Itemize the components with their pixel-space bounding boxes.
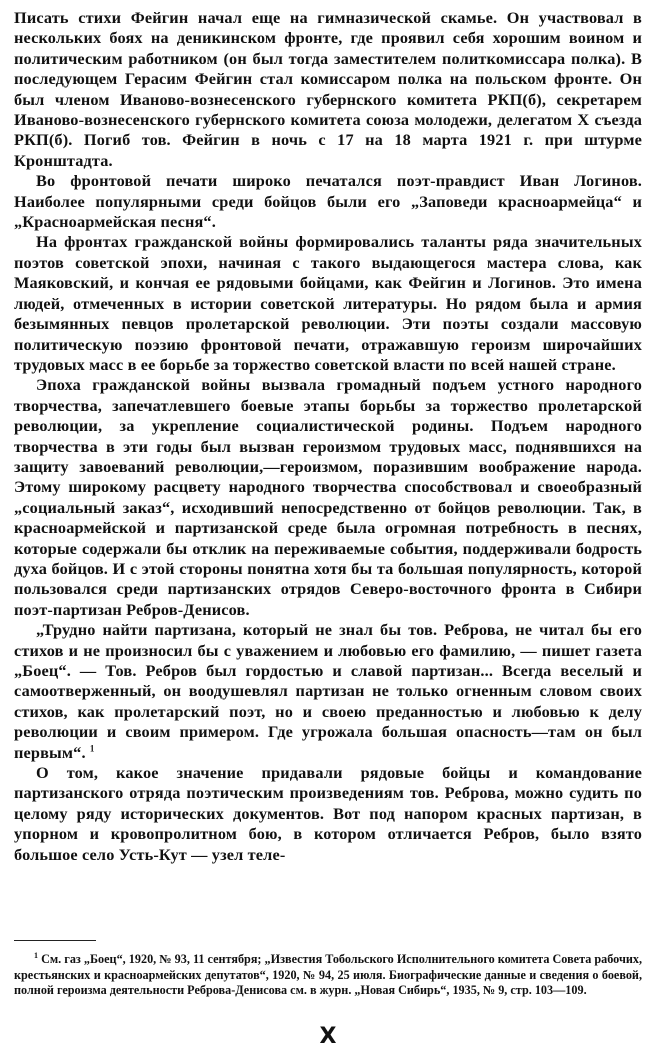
book-page xyxy=(14,8,642,1052)
footnote-ref: 1 xyxy=(89,743,95,754)
paragraph-2: Во фронтовой печати широко печатался поэт-правдист Иван Логинов. Наиболее популярными среди бойцов были его „Заповеди красноармейца“ и „Красноармейская песня“. xyxy=(14,171,642,232)
paragraph-4: Эпоха гражданской войны вызвала громадный подъем устного народного творчества, запечатлевшего боевые этапы борьбы за торжество пролетарской революции, за укрепление социалистической родины. Подъем народного творчества в эти годы был вызван героизмом трудовых масс, поднявшихся на защиту завоеваний революции,—героизмом, поразившим воображение народа. Этому широкому расцвету народного творчества способствовал и своеобразный „социальный заказ“, исходивший непосредственно от бойцов революции. Так, в красноармейской и партизанской среде была огромная потребность в песнях, которые содержали бы отклик на переживаемые события, поддерживали бодрость духа бойцов. И с этой стороны понятна хотя бы та большая популярность, которой пользовался среди партизанских отрядов Северо-восточного фронта в Сибири поэт-партизан Ребров-Денисов. xyxy=(14,375,642,619)
quote-text: „Трудно найти партизана, который не знал бы тов. Реброва, не читал бы его стихов и не произносил бы с уважением и любовью его фамилию, — пишет газета „Боец“. — Тов. Ребров был гордостью и славой партизан... Всегда веселый и самоотверженный, он воодушевлял партизан не только огненным словом своих стихов, как пролетарский поэт, но и своею преданностью и любовью к делу революции и своим примером. Где угрожала большая опасность—там он был первым“. xyxy=(14,620,642,762)
footnote-text: См. газ „Боец“, 1920, № 93, 11 сентября; „Известия Тобольского Исполнительного комитета Совета рабочих, крестьянских и красноармейских депутатов“, 1920, № 94, 25 июля. Биографические данные и сведения о боевой, полной героизма деятельности Реброва-Денисова см. в журн. „Новая Сибирь“, 1935, № 9, стр. 103—109. xyxy=(14,952,642,998)
page-number: X xyxy=(319,1024,337,1049)
footnote-divider xyxy=(14,940,96,941)
paragraph-6: О том, какое значение придавали рядовые бойцы и командование партизанского отряда поэтическим произведениям тов. Реброва, можно судить по целому ряду исторических документов. Вот под напором красных партизан, в упорном и кровопролитном бою, в котором отличается Ребров, было взято большое село Усть-Кут — узел теле- xyxy=(14,763,642,864)
paragraph-5-quote xyxy=(14,620,642,763)
footnote-marker: 1 xyxy=(34,951,38,960)
paragraph-3: На фронтах гражданской войны формировались таланты ряда значительных поэтов советской эпохи, начиная с такого выдающегося мастера слова, как Маяковский, и кончая ее рядовыми бойцами, как Фейгин и Логинов. Это имена людей, отмеченных в истории советской литературы. Но рядом была и армия безымянных певцов пролетарской революции. Эти поэты создали массовую политическую поэзию фронтовой печати, отражавшую героизм широчайших трудовых масс в ее борьбе за торжество советской власти по всей нашей стране. xyxy=(14,232,642,374)
paragraph-1: Писать стихи Фейгин начал еще на гимназической скамье. Он участвовал в нескольких боях на деникинском фронте, где проявил себя хорошим воином и политическим работником (он был тогда заместителем политкомиссара полка). В последующем Герасим Фейгин стал комиссаром полка на польском фронте. Он был членом Иваново-вознесенского губернского комитета РКП(б), секретарем Иваново-вознесенского губернского комитета союза молодежи, делегатом X съезда РКП(б). Погиб тов. Фейгин в ночь с 17 на 18 марта 1921 г. при штурме Кронштадта. xyxy=(14,8,642,170)
footnote xyxy=(14,948,642,999)
main-text xyxy=(14,8,642,865)
